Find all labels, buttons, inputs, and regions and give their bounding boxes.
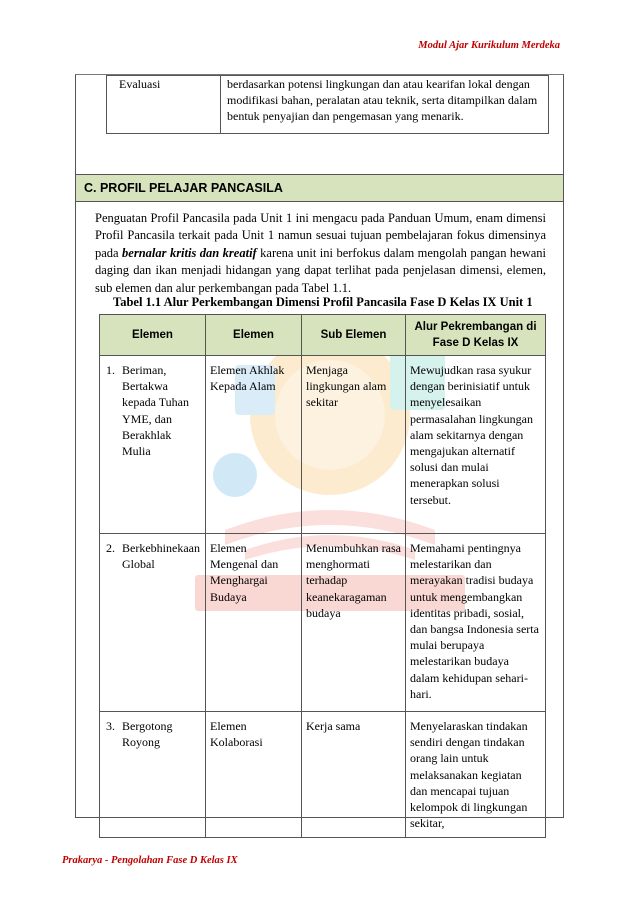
sub-element-cell: Menjaga lingkungan alam sekitar <box>302 356 406 534</box>
evaluation-table <box>106 75 549 134</box>
row-number: 1. <box>106 363 115 377</box>
paragraph-text-1: Penguatan Profil Pancasila pada Unit 1 ini mengacu pada Panduan Umum, enam dimensi Profil Pancasila terkait pada Unit 1 namun sesuai tujuan pembelajaran fokus dimensinya pada <box>95 211 546 260</box>
col-header-dimension: Elemen <box>100 315 206 356</box>
col-header-element: Elemen <box>206 315 302 356</box>
table-caption: Tabel 1.1 Alur Perkembangan Dimensi Profil Pancasila Fase D Kelas IX Unit 1 <box>113 295 533 309</box>
row-number: 3. <box>106 719 115 733</box>
table-row <box>100 356 546 534</box>
flow-cell: Memahami pentingnya melestarikan dan merayakan tradisi budaya untuk mengembangkan identitas pribadi, sosial, dan bangsa Indonesia serta mulai berupaya melestarikan budaya dalam kehidupan sehari-hari. <box>406 534 546 712</box>
table-row <box>100 712 546 838</box>
flow-cell: Menyelaraskan tindakan sendiri dengan tindakan orang lain untuk melaksanakan kegiatan dan mencapai tujuan kelompok di lingkungan sekitar, <box>406 712 546 838</box>
row-number: 2. <box>106 541 115 555</box>
dimension-cell: Berkebhinekaan Global <box>122 541 200 572</box>
evaluation-label: Evaluasi <box>107 76 221 134</box>
sub-element-cell: Kerja sama <box>302 712 406 838</box>
flow-cell: Mewujudkan rasa syukur dengan berinisiatif untuk menyelesaikan permasalahan lingkungan alam sekitarnya dengan mengajukan alternatif solusi dan mulai menerapkan solusi tersebut. <box>406 356 546 534</box>
page-header: Modul Ajar Kurikulum Merdeka <box>418 40 560 51</box>
evaluation-text: berdasarkan potensi lingkungan dan atau kearifan lokal dengan modifikasi bahan, peralatan atau teknik, serta ditampilkan dalam bentuk penyajian dan pengemasan yang menarik. <box>221 76 549 134</box>
dimension-cell: Bergotong Royong <box>122 719 173 750</box>
dimension-table <box>99 314 546 838</box>
section-paragraph <box>95 210 546 297</box>
dimension-cell: Beriman, Bertakwa kepada Tuhan YME, dan Berakhlak Mulia <box>122 363 189 459</box>
element-cell: Elemen Mengenal dan Menghargai Budaya <box>206 534 302 712</box>
paragraph-text-2: karena unit ini berfokus dalam mengolah pangan hewani daging dan ikan menjadi hidangan yang dapat terlihat pada penjelasan dimensi, elemen, sub elemen dan alur perkembangan pada Tabel 1.1. <box>95 245 546 295</box>
table-row <box>100 534 546 712</box>
element-cell: Elemen Akhlak Kepada Alam <box>206 356 302 534</box>
paragraph-emphasis: bernalar kritis dan kreatif <box>122 245 257 260</box>
section-title: C. PROFIL PELAJAR PANCASILA <box>76 174 563 202</box>
col-header-sub-element: Sub Elemen <box>302 315 406 356</box>
element-cell: Elemen Kolaborasi <box>206 712 302 838</box>
page-footer: Prakarya - Pengolahan Fase D Kelas IX <box>62 855 238 866</box>
sub-element-cell: Menumbuhkan rasa menghormati terhadap keanekaragaman budaya <box>302 534 406 712</box>
col-header-flow: Alur Pekrembangan di Fase D Kelas IX <box>406 315 546 356</box>
